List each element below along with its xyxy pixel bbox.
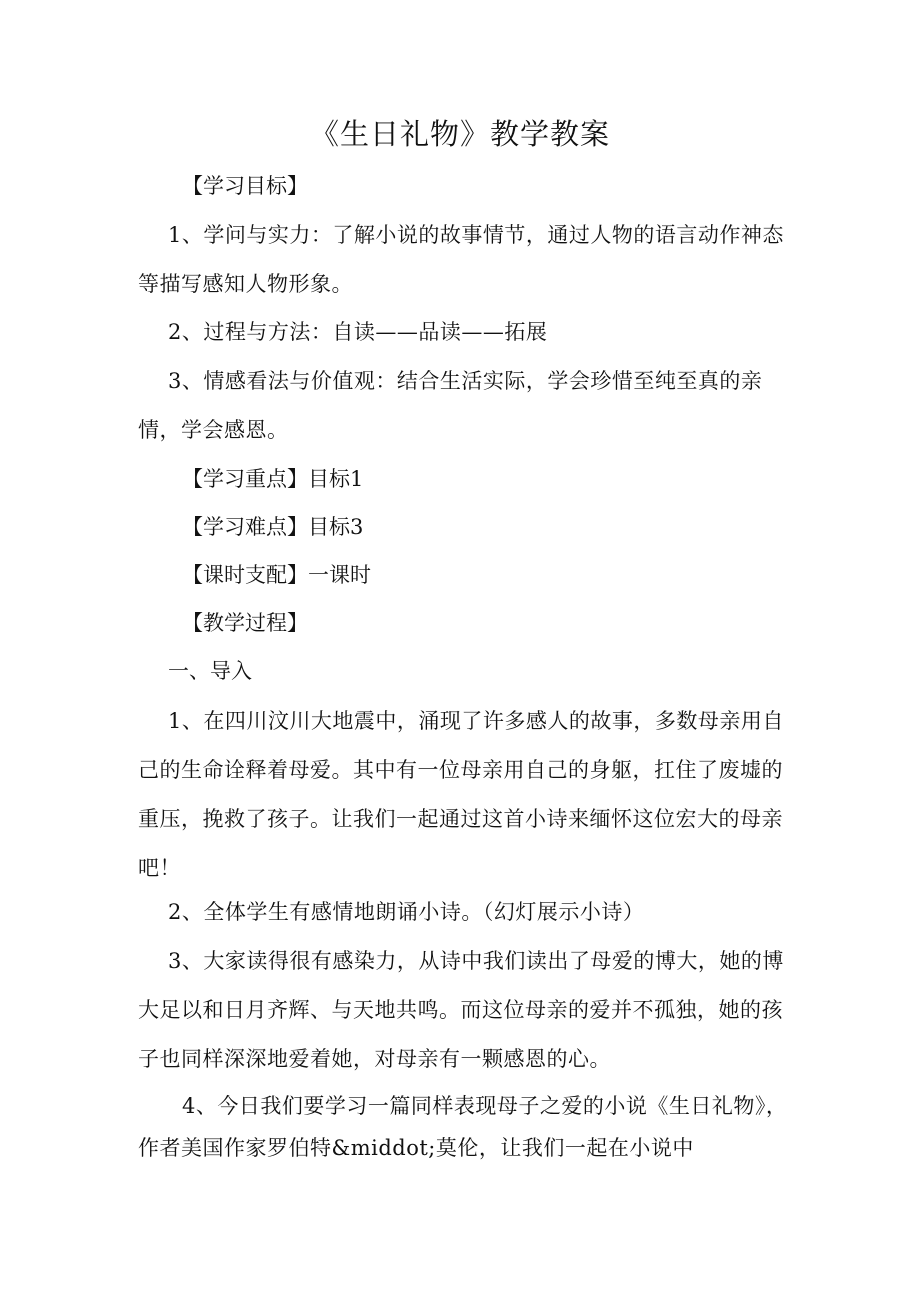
document-title: 《生日礼物》教学教案 — [309, 117, 610, 151]
section-intro-heading: 一、导入 — [168, 659, 252, 683]
step-1-paragraph: 1、在四川汶川大地震中，涌现了许多感人的故事，多数母亲用自己的生命诠释着母爱。其中有一位母亲用自己的身躯，扛住了废墟的重压，挽救了孩子。让我们一起通过这首小诗来缅怀这位宏大的母亲吧！ — [138, 709, 784, 880]
process-heading: 【教学过程】 — [182, 611, 308, 635]
learning-goals-heading: 【学习目标】 — [182, 174, 308, 198]
goal-1-paragraph: 1、学问与实力：了解小说的故事情节，通过人物的语言动作神态等描写感知人物形象。 — [138, 223, 784, 296]
step-2-paragraph: 2、全体学生有感情地朗诵小诗。（幻灯展示小诗） — [168, 900, 645, 924]
step-3-paragraph: 3、大家读得很有感染力，从诗中我们读出了母爱的博大，她的博大足以和日月齐辉、与天地共鸣。而这位母亲的爱并不孤独，她的孩子也同样深深地爱着她，对母亲有一颗感恩的心。 — [138, 949, 784, 1071]
key-point-line: 【学习重点】目标1 — [182, 467, 364, 491]
goal-2-paragraph: 2、过程与方法：自读——品读——拓展 — [168, 320, 548, 344]
goal-3-paragraph: 3、情感看法与价值观：结合生活实际，学会珍惜至纯至真的亲情，学会感恩。 — [138, 369, 763, 442]
difficult-point-line: 【学习难点】目标3 — [182, 515, 364, 539]
schedule-line: 【课时支配】一课时 — [182, 563, 371, 587]
step-4-paragraph: 4、今日我们要学习一篇同样表现母子之爱的小说《生日礼物》，作者美国作家罗伯特&middot;莫伦，让我们一起在小说中 — [138, 1094, 788, 1160]
